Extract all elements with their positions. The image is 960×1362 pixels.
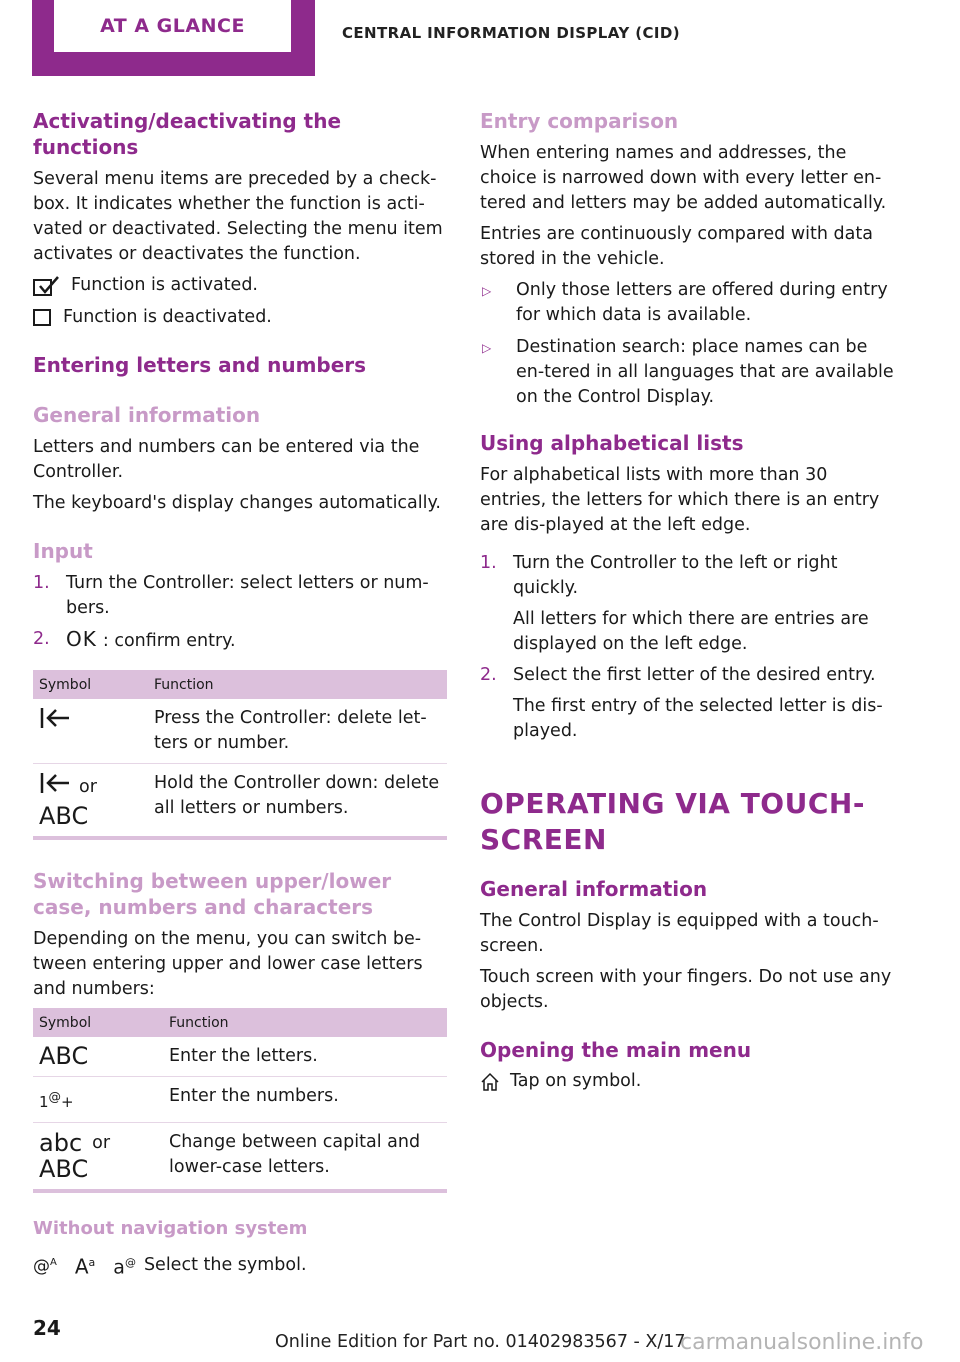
- or-text: or: [79, 776, 97, 797]
- entering-heading: Entering letters and numbers: [33, 353, 367, 377]
- function-cell: Hold the Controller down: delete all letters or numbers.: [148, 764, 447, 839]
- input-heading: Input: [33, 539, 93, 563]
- step-subtext: All letters for which there are entries are displayed on the left edge.: [513, 609, 869, 654]
- list-item: [480, 278, 894, 328]
- activated-text: Function is activated.: [71, 275, 258, 295]
- step-text: [66, 627, 236, 654]
- main-menu-heading: Opening the main menu: [480, 1038, 752, 1062]
- function-cell: Change between capital and lower-case letters.: [163, 1123, 447, 1192]
- list-item: [480, 663, 894, 744]
- table-header-symbol: Symbol: [33, 1008, 163, 1037]
- bullet-text: Only those letters are offered during entry for which data is available.: [516, 280, 888, 325]
- case-symbols-table: [33, 1008, 447, 1193]
- triangle-bullet-icon: ▷: [482, 284, 492, 298]
- step-number: 1.: [480, 553, 497, 573]
- step-number: 1.: [33, 573, 50, 593]
- activated-line: [33, 273, 447, 298]
- input-steps: [33, 571, 447, 654]
- alphabetical-steps: [480, 551, 894, 744]
- list-item: [33, 627, 447, 654]
- list-item: [33, 571, 447, 621]
- without-nav-text: Select the symbol.: [143, 1254, 307, 1275]
- step-number: 2.: [33, 629, 50, 649]
- activating-paragraph: Several menu items are preceded by a check-box. It indicates whether the function is acti-vated or deactivated. Selecting the menu item activates or deactivates the function.: [33, 169, 443, 264]
- table-row: [33, 699, 447, 764]
- deactivated-line: [33, 305, 447, 330]
- switching-paragraph: Depending on the menu, you can switch be-tween entering upper and lower case letters and numbers:: [33, 929, 423, 999]
- numbers-symbol-plus: +: [61, 1093, 74, 1111]
- delete-symbols-table: [33, 670, 447, 840]
- chapter-tab-label: AT A GLANCE: [100, 15, 245, 37]
- checkbox-checked-icon: [33, 275, 61, 297]
- watermark: carmanualsonline.info: [680, 1330, 924, 1355]
- ok-icon: OK: [66, 627, 97, 651]
- right-column: [480, 108, 894, 1101]
- step-text: Select the first letter of the desired entry.: [513, 665, 876, 685]
- function-cell: Enter the letters.: [163, 1037, 447, 1077]
- table-header-row: [33, 1008, 447, 1037]
- function-cell: Press the Controller: delete let-ters or number.: [148, 699, 447, 764]
- table-row: [33, 1077, 447, 1123]
- step-text: Turn the Controller: select letters or num-bers.: [66, 573, 429, 618]
- numbers-symbol-at: @: [48, 1089, 62, 1104]
- backspace-icon: [39, 771, 71, 803]
- touchscreen-heading: [480, 786, 894, 858]
- touch-general-para2: Touch screen with your fingers. Do not use any objects.: [480, 967, 892, 1012]
- table-row: [33, 764, 447, 839]
- uppercase-switch-icon: $A^a$: [74, 1254, 96, 1279]
- left-column: [33, 108, 447, 1287]
- list-item: [480, 335, 894, 410]
- entry-comparison-heading: Entry comparison: [480, 109, 679, 133]
- symbol-cell: [33, 1123, 163, 1192]
- function-cell: Enter the numbers.: [163, 1077, 447, 1123]
- or-text: or: [92, 1132, 111, 1153]
- bullet-text: Destination search: place names can be en-tered in all languages that are available on the Control Display.: [516, 337, 894, 407]
- entry-comparison-para1: When entering names and addresses, the choice is narrowed down with every letter en-tered and letters may be added automatically.: [480, 143, 887, 213]
- without-nav-line: [33, 1250, 447, 1280]
- deactivated-text: Function is deactivated.: [63, 307, 272, 327]
- touchscreen-heading-line1: OPERATING VIA TOUCH-: [480, 787, 865, 820]
- symbol-cell: ABC: [33, 1037, 163, 1077]
- table-row: [33, 1123, 447, 1192]
- step-number: 2.: [480, 665, 497, 685]
- table-header-row: [33, 670, 447, 699]
- without-nav-heading: Without navigation system: [33, 1218, 308, 1239]
- backspace-icon: [39, 715, 71, 735]
- table-row: [33, 1037, 447, 1077]
- uppercase-symbol: ABC: [39, 1155, 89, 1183]
- table-header-function: Function: [163, 1008, 447, 1037]
- edition-footer: Online Edition for Part no. 01402983567 - X/17: [275, 1332, 686, 1352]
- alphabetical-heading: Using alphabetical lists: [480, 431, 744, 455]
- numbers-symbol-icon: [39, 1089, 74, 1111]
- step2-text: : confirm entry.: [102, 631, 236, 651]
- alphabetical-paragraph: For alphabetical lists with more than 30 entries, the letters for which there is an entry are dis-played at the left edge.: [480, 465, 880, 535]
- numbers-symbol-1: 1: [39, 1093, 49, 1111]
- checkbox-empty-icon: [33, 308, 53, 328]
- general-info-para2: The keyboard's display changes automatically.: [33, 493, 441, 513]
- entry-comparison-para2: Entries are continuously compared with data stored in the vehicle.: [480, 224, 873, 269]
- abc-symbol: ABC: [39, 802, 89, 830]
- table-header-symbol: Symbol: [33, 670, 148, 699]
- section-title: CENTRAL INFORMATION DISPLAY (CID): [342, 24, 680, 42]
- step-text: Turn the Controller to the left or right quickly.: [513, 553, 838, 598]
- switching-heading: Switching between upper/lower case, numbers and characters: [33, 869, 392, 919]
- home-icon: [480, 1072, 500, 1092]
- lowercase-symbol: abc: [39, 1129, 83, 1157]
- step-subtext: The first entry of the selected letter is dis-played.: [513, 696, 883, 741]
- general-info-heading: General information: [33, 403, 261, 427]
- entry-comparison-bullets: [480, 278, 894, 410]
- activating-heading: Activating/deactivating the functions: [33, 109, 342, 159]
- list-item: [480, 551, 894, 657]
- lowercase-switch-icon: a@: [113, 1256, 136, 1279]
- chapter-tab[interactable]: [54, 0, 291, 52]
- general-info-para1: Letters and numbers can be entered via the Controller.: [33, 437, 420, 482]
- symbol-cell: [33, 764, 148, 839]
- symbol-cell: [33, 1077, 163, 1123]
- triangle-bullet-icon: ▷: [482, 341, 492, 355]
- touchscreen-heading-line2: SCREEN: [480, 823, 607, 856]
- page-number: 24: [33, 1316, 61, 1340]
- symbol-cell: [33, 699, 148, 764]
- main-menu-text: Tap on symbol.: [510, 1071, 642, 1091]
- symbol-switch-icon: @$^A$: [33, 1256, 57, 1277]
- header-tab-bar: [32, 0, 315, 76]
- main-menu-line: [480, 1069, 894, 1094]
- table-header-function: Function: [148, 670, 447, 699]
- touch-general-para1: The Control Display is equipped with a touch-screen.: [480, 911, 879, 956]
- touch-general-heading: General information: [480, 877, 708, 901]
